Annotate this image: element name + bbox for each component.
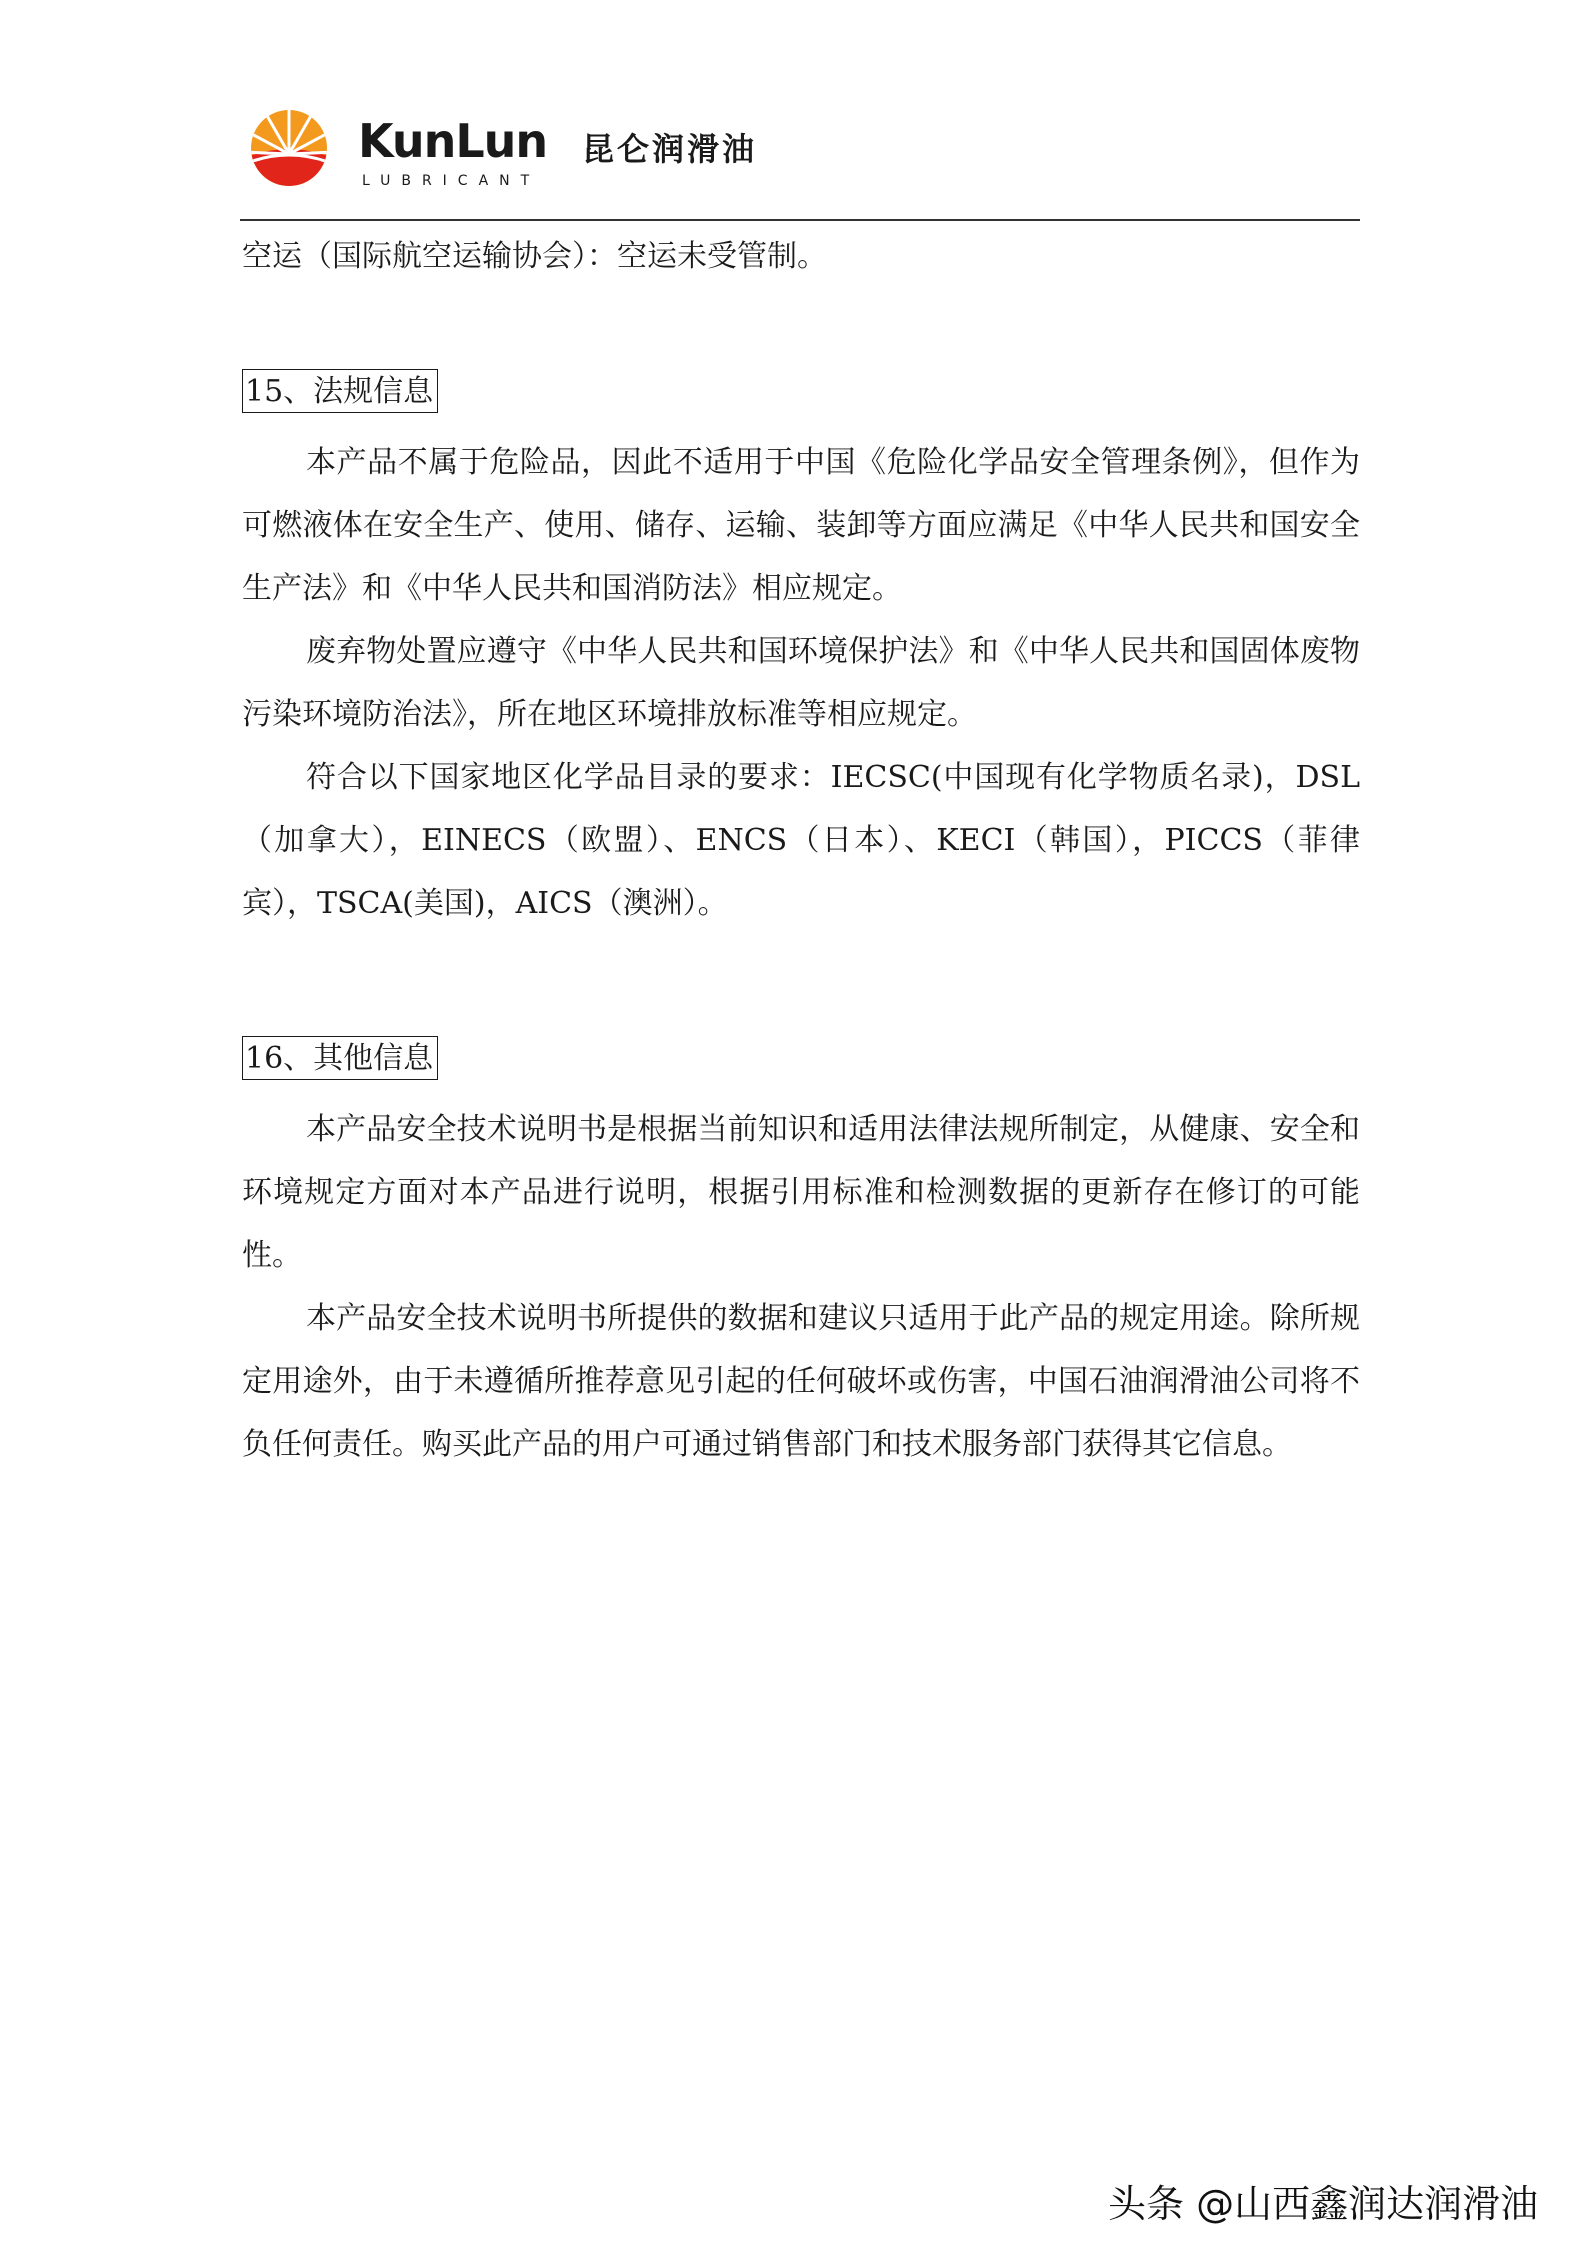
document-header — [240, 108, 1360, 220]
section-15-title: 15、法规信息 — [242, 369, 438, 413]
brand-chinese-name: 昆仑润滑油 — [582, 130, 758, 168]
intro-line: 空运（国际航空运输协会）：空运未受管制。 — [242, 239, 827, 274]
section-16-paragraph: 本产品安全技术说明书是根据当前知识和适用法律法规所制定，从健康、安全和环境规定方面对本产品进行说明，根据引用标准和检测数据的更新存在修订的可能性。 — [242, 1112, 1360, 1273]
header-divider — [240, 219, 1360, 221]
watermark: 头条 @山西鑫润达润滑油 — [1108, 2182, 1539, 2226]
section-15-paragraph: 废弃物处置应遵守《中华人民共和国环境保护法》和《中华人民共和国固体废物污染环境防治法》，所在地区环境排放标准等相应规定。 — [242, 634, 1360, 732]
section-16-heading-wrap — [242, 1028, 1360, 1088]
brand-name: KunLun — [358, 114, 548, 168]
section-15-paragraph: 符合以下国家地区化学品目录的要求：IECSC(中国现有化学物质名录)，DSL（加拿大），EINECS（欧盟）、ENCS（日本）、KECI（韩国），PICCS（菲律宾），TSCA(美国)，AICS（澳洲）。 — [242, 760, 1360, 921]
kunlun-logo-icon — [240, 108, 338, 192]
brand-subtitle: LUBRICANT — [362, 173, 541, 189]
section-16-title: 16、其他信息 — [242, 1036, 438, 1080]
section-16-paragraph: 本产品安全技术说明书所提供的数据和建议只适用于此产品的规定用途。除所规定用途外，由于未遵循所推荐意见引起的任何破坏或伤害，中国石油润滑油公司将不负任何责任。购买此产品的用户可通过销售部门和技术服务部门获得其它信息。 — [242, 1301, 1360, 1462]
section-15-heading-wrap — [242, 361, 1360, 421]
section-15-paragraph: 本产品不属于危险品，因此不适用于中国《危险化学品安全管理条例》，但作为可燃液体在安全生产、使用、储存、运输、装卸等方面应满足《中华人民共和国安全生产法》和《中华人民共和国消防法》相应规定。 — [242, 445, 1360, 606]
document-body — [242, 225, 1360, 1476]
